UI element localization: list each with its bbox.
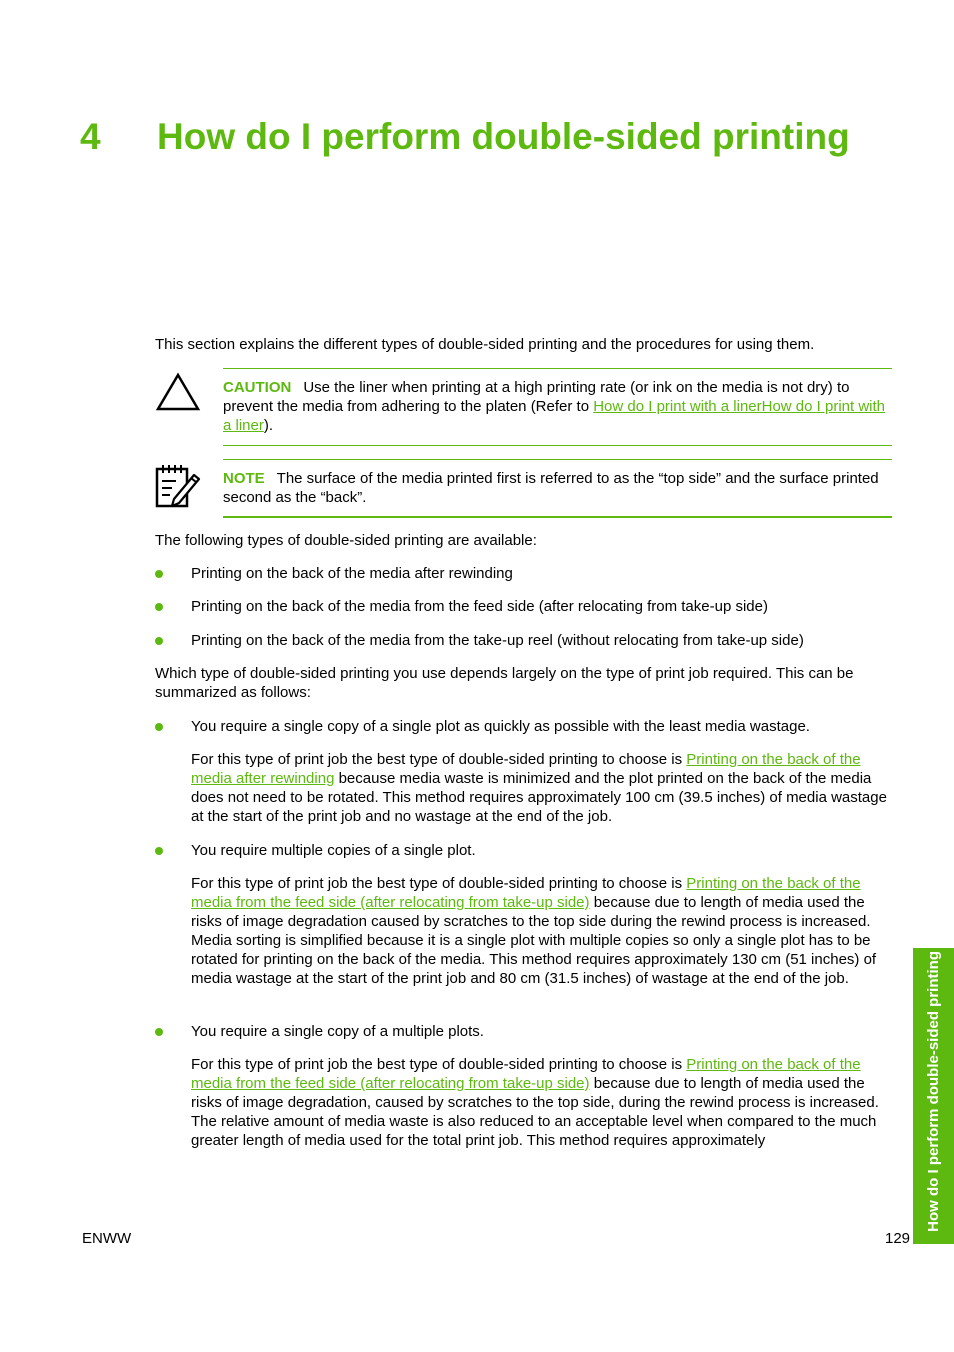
case-description bbox=[191, 750, 897, 826]
note-label: NOTE bbox=[223, 470, 265, 487]
case-text: For this type of print job the best type of double-sided printing to choose is bbox=[191, 875, 687, 892]
case-link[interactable]: Printing on the back of the media from the feed side (after relocating from take-up side) bbox=[191, 1056, 861, 1092]
caution-link[interactable]: How do I print with a linerHow do I print with a liner bbox=[223, 398, 886, 434]
bullet-icon bbox=[155, 723, 163, 731]
case-text: because media waste is minimized and the plot printed on the back of the media does not need to be rotated. This method requires approximately 100 cm (39.5 inches) of media wastage at the start of the print job and no wastage at the end of the job. bbox=[191, 770, 887, 825]
caution-label: CAUTION bbox=[223, 379, 292, 396]
warning-triangle-icon bbox=[155, 372, 201, 412]
bullet-icon bbox=[155, 570, 163, 578]
intro-paragraph: This section explains the different types of double-sided printing and the procedures for using them. bbox=[155, 336, 815, 353]
case-bullet: You require a single copy of a single plot as quickly as possible with the least media wastage. bbox=[191, 718, 810, 735]
list-item: Printing on the back of the media from the feed side (after relocating from take-up side) bbox=[191, 598, 768, 615]
case-text: because due to length of media used the risks of image degradation, caused by scratches to the top side, during the rewind process is increased. The relative amount of media waste is also reduced to an acceptable level when compared to the much greater length of media used for the total print job. This method requires approximately bbox=[191, 1075, 879, 1149]
case-bullet: You require multiple copies of a single plot. bbox=[191, 842, 476, 859]
case-link[interactable]: Printing on the back of the media from the feed side (after relocating from take-up side) bbox=[191, 875, 861, 911]
bullet-icon bbox=[155, 603, 163, 611]
chapter-side-tab bbox=[913, 948, 954, 1244]
case-link[interactable]: Printing on the back of the media after rewinding bbox=[191, 751, 861, 787]
case-text: For this type of print job the best type of double-sided printing to choose is bbox=[191, 751, 687, 768]
list-item: Printing on the back of the media after rewinding bbox=[191, 565, 513, 582]
chapter-title: How do I perform double-sided printing bbox=[157, 116, 850, 157]
note-body: The surface of the media printed first is referred to as the “top side” and the surface printed second as the “back”. bbox=[223, 470, 879, 506]
notepad-pencil-icon bbox=[154, 461, 202, 509]
case-description bbox=[191, 1055, 897, 1150]
case-bullet: You require a single copy of a multiple plots. bbox=[191, 1023, 484, 1040]
chapter-number: 4 bbox=[80, 116, 101, 157]
summary-intro: Which type of double-sided printing you use depends largely on the type of print job required. This can be summarized as follows: bbox=[155, 665, 854, 701]
caution-bottom-rule bbox=[223, 445, 892, 446]
footer-left: ENWW bbox=[82, 1230, 132, 1247]
bullet-icon bbox=[155, 1028, 163, 1036]
case-text: For this type of print job the best type of double-sided printing to choose is bbox=[191, 1056, 687, 1073]
bullet-icon bbox=[155, 847, 163, 855]
types-intro: The following types of double-sided printing are available: bbox=[155, 532, 537, 549]
note-text bbox=[223, 469, 892, 507]
side-tab-label: How do I perform double-sided printing bbox=[924, 951, 942, 1232]
page-number: 129 bbox=[885, 1230, 911, 1247]
note-bottom-rule bbox=[223, 516, 892, 518]
case-text: because due to length of media used the risks of image degradation caused by scratches to the top side during the rewind process is increased. Media sorting is simplified because it is a single plot with multiple copies so only a single plot has to be rotated for printing on the back of the media. This method requires approximately 130 cm (51 inches) of media wastage at the start of the print job and 80 cm (31.5 inches) of wastage at the end of the job. bbox=[191, 894, 877, 987]
list-item: Printing on the back of the media from the take-up reel (without relocating from take-up side) bbox=[191, 632, 804, 649]
caution-body: Use the liner when printing at a high printing rate (or ink on the media is not dry) to prevent the media from adhering to the platen (Refer to bbox=[223, 379, 850, 415]
caution-tail: ). bbox=[263, 417, 274, 434]
note-top-rule bbox=[223, 459, 892, 460]
bullet-icon bbox=[155, 637, 163, 645]
case-description bbox=[191, 874, 897, 988]
caution-top-rule bbox=[223, 368, 892, 369]
caution-text bbox=[223, 378, 892, 435]
